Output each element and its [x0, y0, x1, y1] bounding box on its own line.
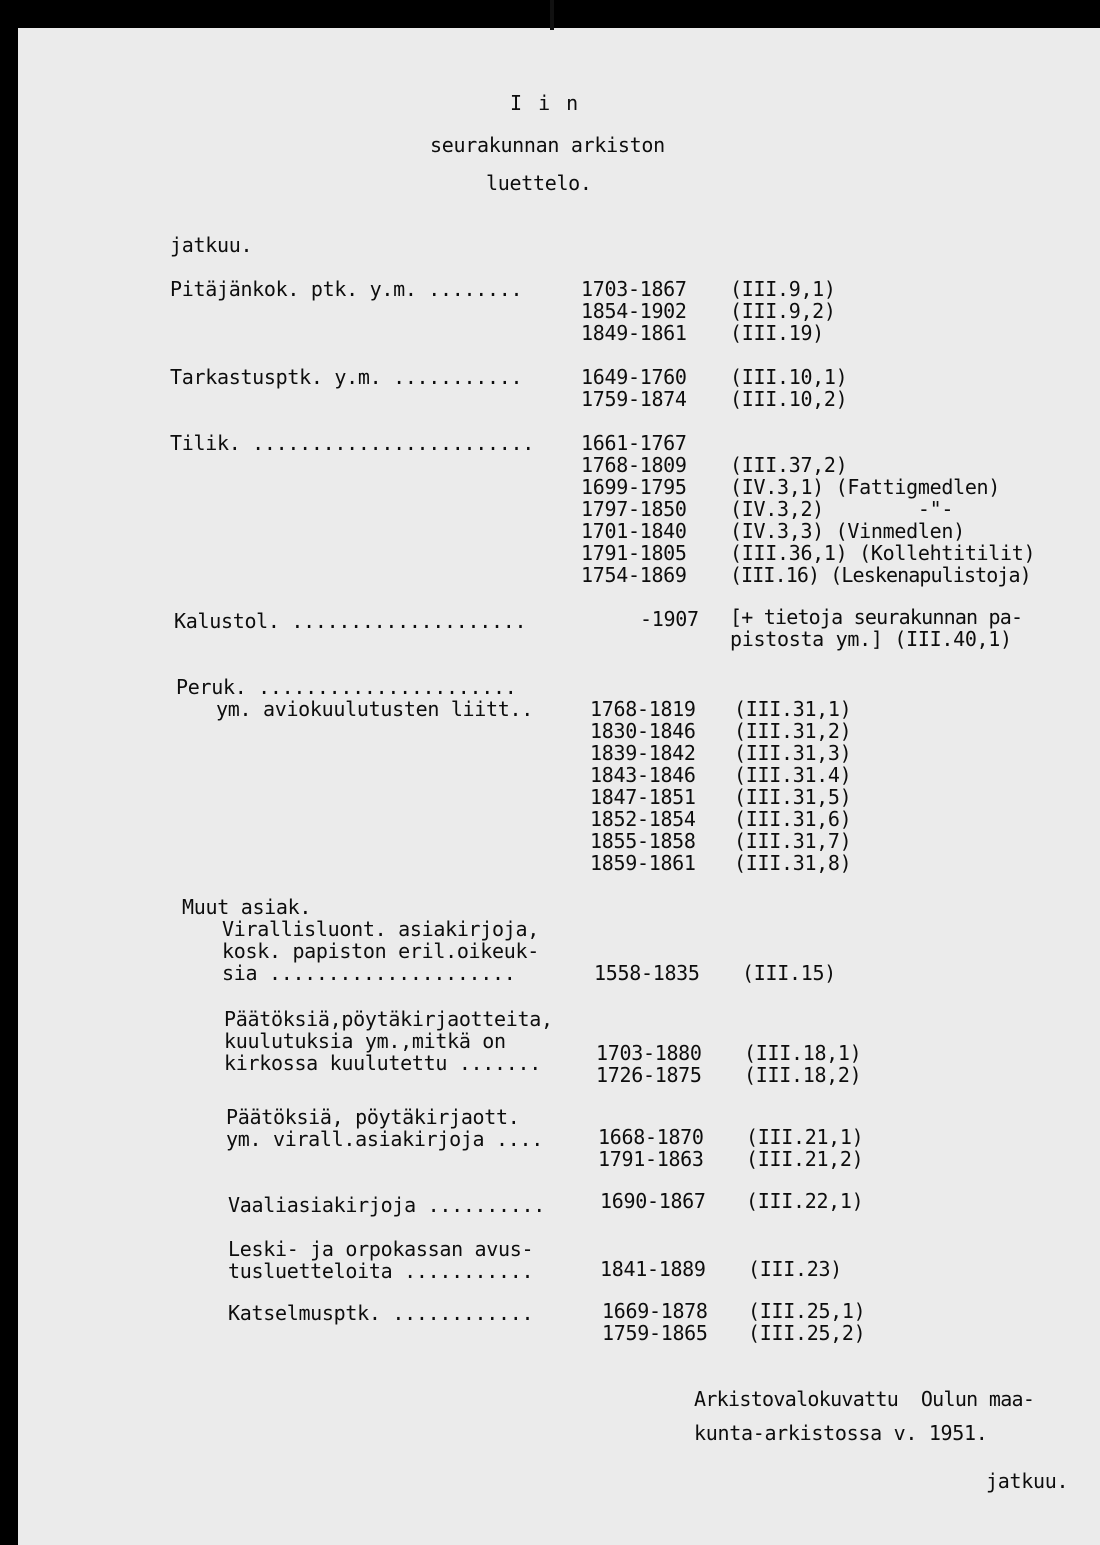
entry-label: Tarkastusptk. y.m. ...........: [170, 365, 523, 389]
item-ref: (III.18,2): [744, 1063, 862, 1087]
document-title: I i n: [510, 91, 581, 115]
entry-dates: 1759-1874: [581, 387, 687, 411]
item-ref: (III.25,1): [748, 1299, 866, 1323]
continued-label-top: jatkuu.: [170, 233, 253, 257]
item-line: Päätöksiä,pöytäkirjaotteita,: [224, 1007, 553, 1031]
entry-dates: 1791-1805: [581, 541, 687, 565]
entry-ref: (III.31,7): [734, 829, 852, 853]
item-line: kuulutuksia ym.,mitkä on: [224, 1029, 506, 1053]
item-ref: (III.18,1): [744, 1041, 862, 1065]
entry-ref: (III.36,1) (Kollehtitilit): [730, 541, 1036, 565]
entry-dates: 1859-1861: [590, 851, 696, 875]
entry-ref: (III.19): [730, 321, 824, 345]
entry-dates: 1854-1902: [581, 299, 687, 323]
entry-ref: (III.31,2): [734, 719, 852, 743]
entry-dates: 1768-1809: [581, 453, 687, 477]
item-dates: 1668-1870: [598, 1125, 704, 1149]
item-line: kosk. papiston eril.oikeuk-: [222, 939, 540, 963]
entry-ref: (III.31,3): [734, 741, 852, 765]
item-ref: (III.23): [748, 1257, 842, 1281]
item-line: ym. virall.asiakirjoja ....: [226, 1127, 544, 1151]
document-subtitle-2: luettelo.: [486, 171, 592, 195]
item-line: Leski- ja orpokassan avus-: [228, 1237, 534, 1261]
archive-note: Arkistovalokuvattu Oulun maa-: [694, 1387, 1035, 1411]
item-dates: 1690-1867: [600, 1189, 706, 1213]
item-line: Vaaliasiakirjoja ..........: [228, 1193, 546, 1217]
entry-dates: 1797-1850: [581, 497, 687, 521]
item-dates: 1791-1863: [598, 1147, 704, 1171]
entry-ref: (IV.3,3) (Vinmedlen): [730, 519, 965, 543]
item-line: kirkossa kuulutettu .......: [224, 1051, 542, 1075]
entry-dates: 1768-1819: [590, 697, 696, 721]
entry-dates: 1847-1851: [590, 785, 696, 809]
item-dates: 1669-1878: [602, 1299, 708, 1323]
item-dates: 1759-1865: [602, 1321, 708, 1345]
item-ref: (III.21,1): [746, 1125, 864, 1149]
item-line: Katselmusptk. ............: [228, 1301, 534, 1325]
entry-dates: 1703-1867: [581, 277, 687, 301]
entry-ref: (III.37,2): [730, 453, 848, 477]
entry-dates: 1699-1795: [581, 475, 687, 499]
document-page: [18, 28, 1100, 1545]
entry-ref: (III.31,8): [734, 851, 852, 875]
entry-ref: (III.31,1): [734, 697, 852, 721]
entry-ref: (III.16) (Leskenapulistoja): [730, 563, 1031, 587]
item-dates: 1726-1875: [596, 1063, 702, 1087]
entry-dates: 1852-1854: [590, 807, 696, 831]
entry-ref: (III.31,6): [734, 807, 852, 831]
entry-dates: 1839-1842: [590, 741, 696, 765]
entry-ref: (III.9,2): [730, 299, 836, 323]
entry-ref: (III.31.4): [734, 763, 852, 787]
entry-ref: (III.31,5): [734, 785, 852, 809]
entry-dates: 1849-1861: [581, 321, 687, 345]
item-dates: 1558-1835: [594, 961, 700, 985]
item-ref: (III.21,2): [746, 1147, 864, 1171]
item-line: tusluetteloita ...........: [228, 1259, 534, 1283]
entry-ref: (IV.3,2) -"-: [730, 497, 954, 521]
entry-dates: 1855-1858: [590, 829, 696, 853]
entry-dates: 1649-1760: [581, 365, 687, 389]
item-ref: (III.25,2): [748, 1321, 866, 1345]
archive-note-2: kunta-arkistossa v. 1951.: [694, 1421, 988, 1445]
entry-label: Tilik. ........................: [170, 431, 534, 455]
item-line: sia .....................: [222, 961, 516, 985]
entry-ref: [+ tietoja seurakunnan pa-: [730, 605, 1023, 629]
entry-ref: (III.9,1): [730, 277, 836, 301]
entry-ref: (III.10,2): [730, 387, 848, 411]
section-heading: Muut asiak.: [182, 895, 312, 919]
entry-label-2: ym. aviokuulutusten liitt..: [216, 697, 534, 721]
item-ref: (III.22,1): [746, 1189, 864, 1213]
entry-dates: -1907: [640, 607, 699, 631]
item-line: Virallisluont. asiakirjoja,: [222, 917, 540, 941]
entry-dates: 1754-1869: [581, 563, 687, 587]
item-dates: 1703-1880: [596, 1041, 702, 1065]
item-ref: (III.15): [742, 961, 836, 985]
entry-ref: (III.10,1): [730, 365, 848, 389]
item-dates: 1841-1889: [600, 1257, 706, 1281]
entry-dates: 1701-1840: [581, 519, 687, 543]
entry-dates: 1830-1846: [590, 719, 696, 743]
entry-dates: 1843-1846: [590, 763, 696, 787]
entry-label: Pitäjänkok. ptk. y.m. ........: [170, 277, 523, 301]
document-subtitle: seurakunnan arkiston: [430, 133, 665, 157]
entry-ref: (IV.3,1) (Fattigmedlen): [730, 475, 1001, 499]
entry-label: Kalustol. ....................: [174, 609, 527, 633]
entry-dates: 1661-1767: [581, 431, 687, 455]
entry-label: Peruk. ......................: [176, 675, 517, 699]
entry-ref: pistosta ym.] (III.40,1): [730, 627, 1012, 651]
film-edge-mark: [550, 0, 554, 30]
continued-label-bottom: jatkuu.: [986, 1469, 1069, 1493]
item-line: Päätöksiä, pöytäkirjaott.: [226, 1105, 520, 1129]
